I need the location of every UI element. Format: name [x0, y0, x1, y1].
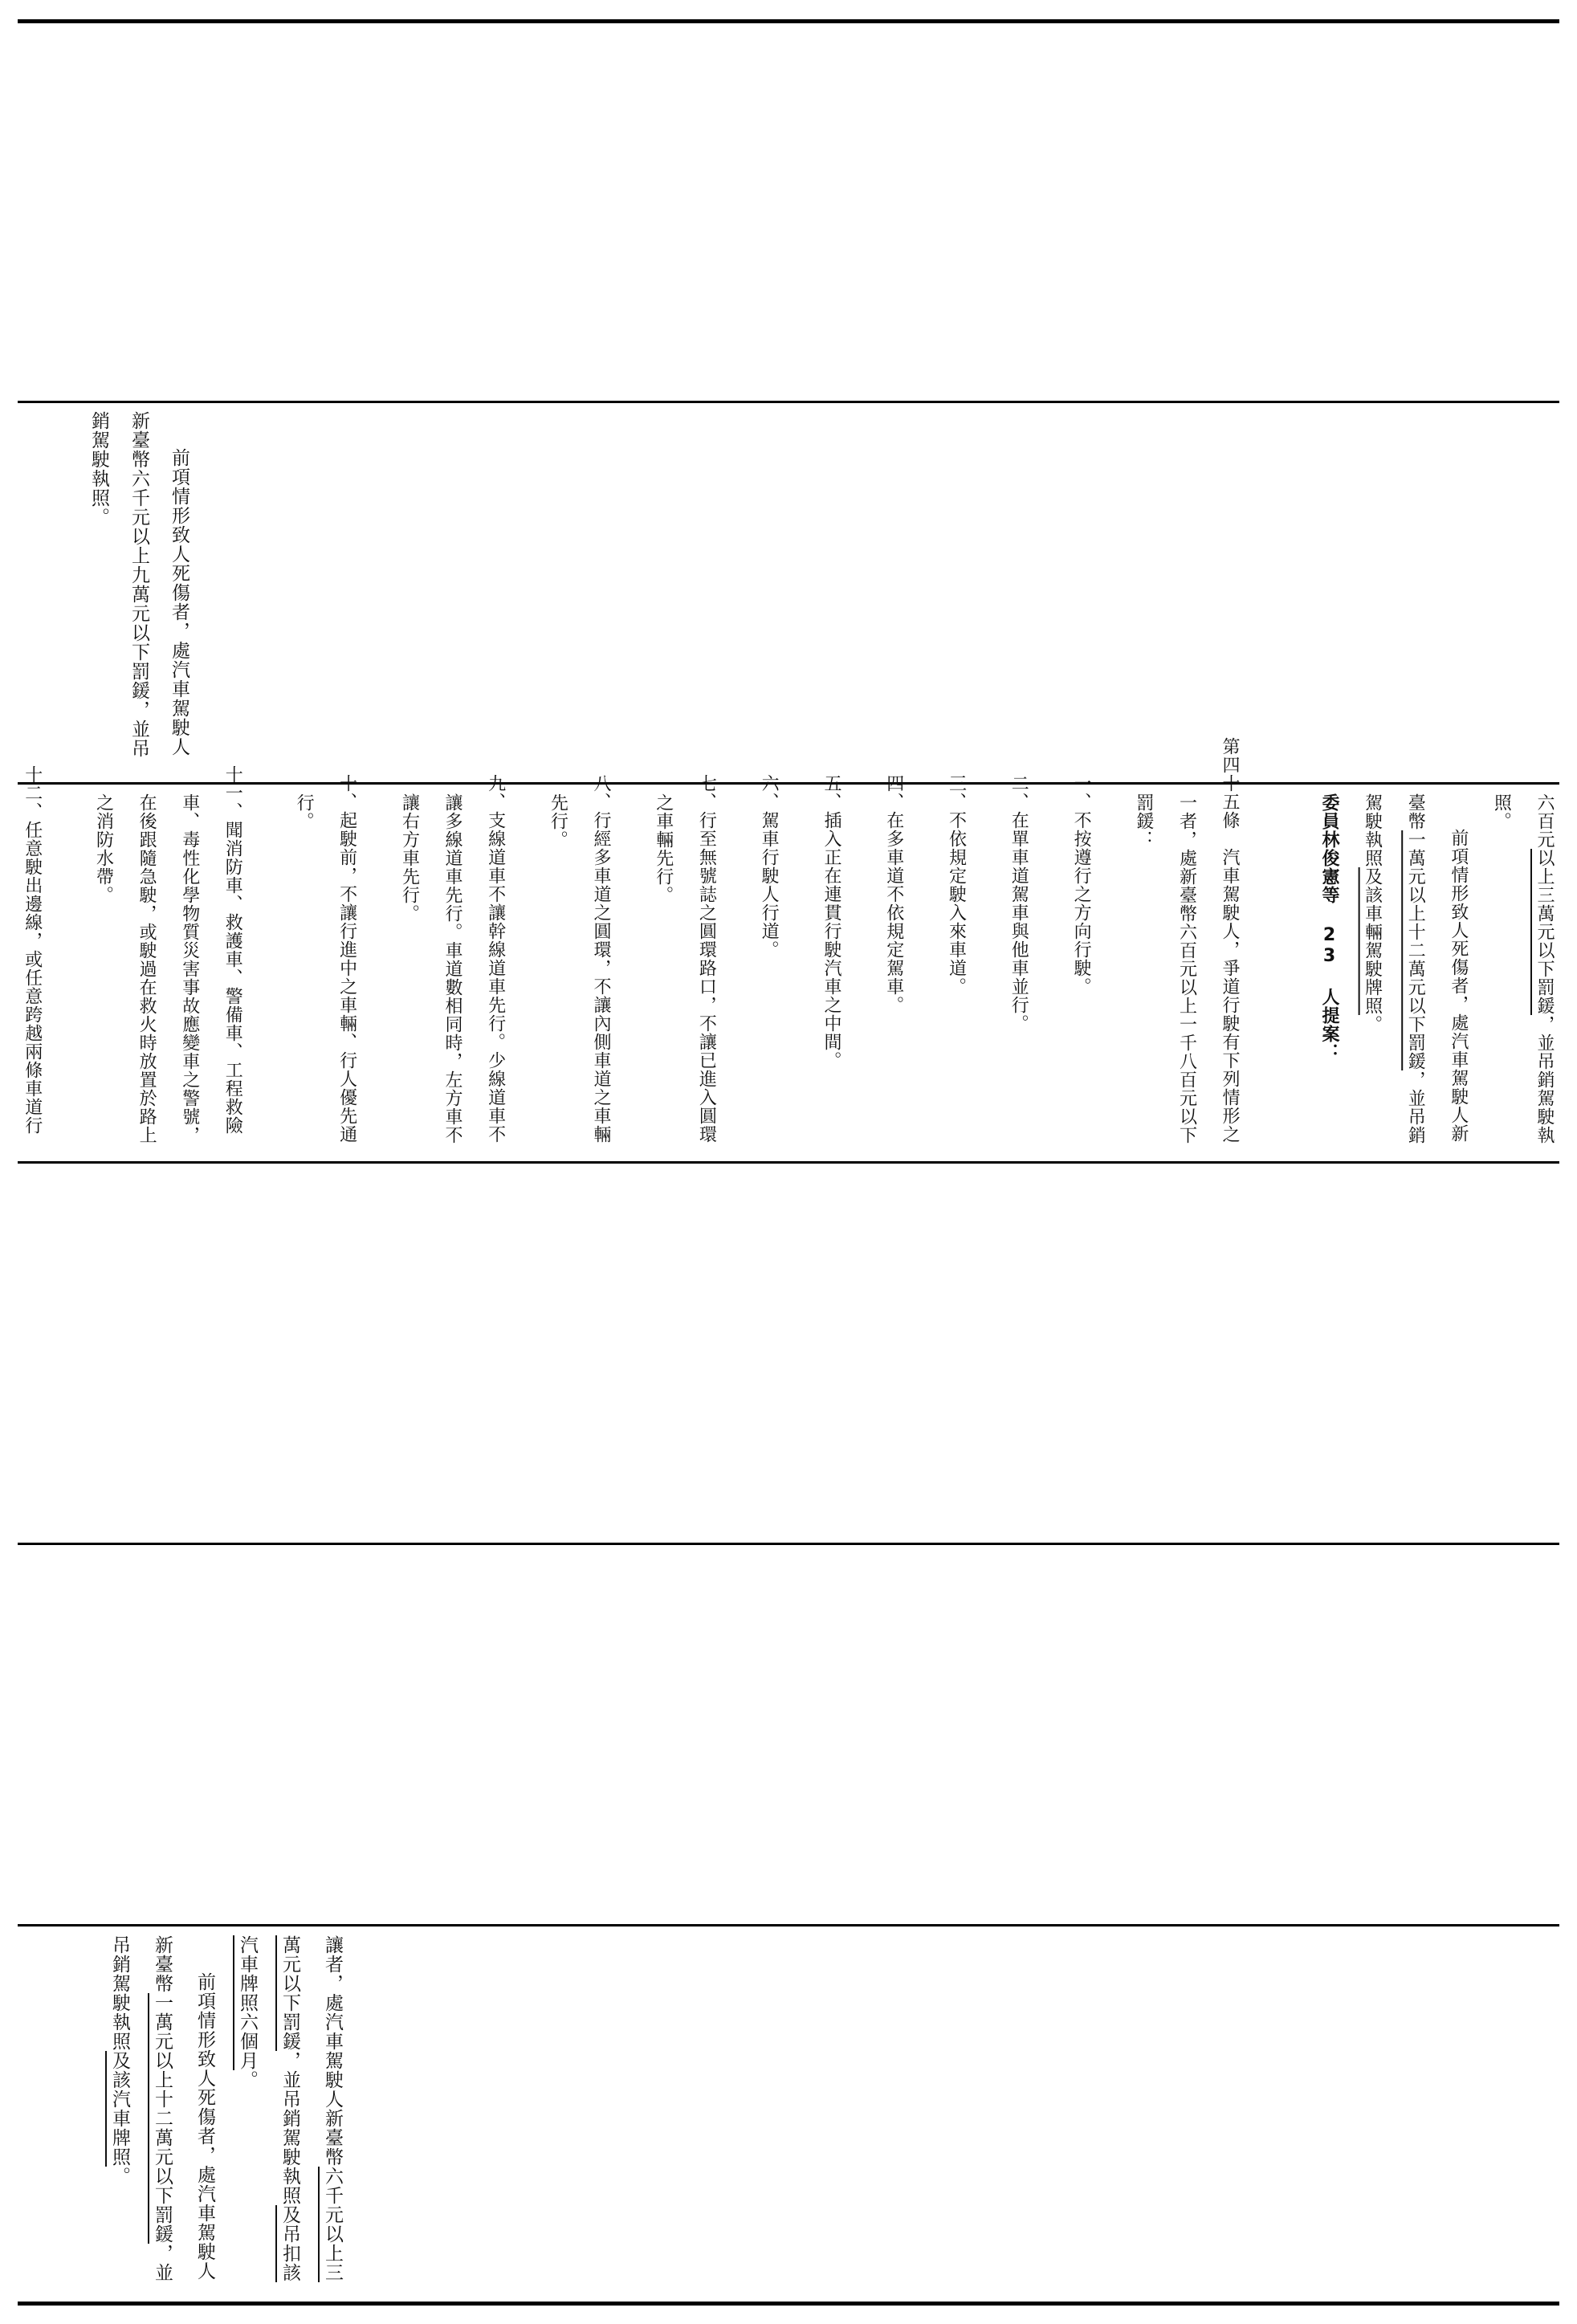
list-item: 五、插入正在連貫行駛汽車之中間。: [821, 773, 841, 1070]
proposal-title: 委員林俊憲等 23 人提案：: [1319, 793, 1340, 1062]
text: ，並吊銷駕駛執照: [279, 2051, 300, 2205]
list-item: 十、起駛前，不讓行進中之車輛、行人優先通行。: [294, 773, 357, 1144]
text: 六百元: [1534, 793, 1555, 849]
row-divider: [18, 1543, 1559, 1545]
underlined-text: 一萬元以上十二萬元以下罰鍰: [152, 1993, 173, 2244]
paragraph: [1480, 793, 1566, 1153]
text: ，並吊銷駕駛執照: [1362, 793, 1426, 1144]
list-item: 四、在多車道不依規定駕車。: [883, 773, 904, 1014]
list-item: 十二、任意駛出邊線，或任意跨越兩條車道行: [22, 764, 43, 1135]
text-line: 前項情形致人死傷者，處汽: [169, 448, 189, 679]
paragraph: [1351, 793, 1480, 1153]
text: 前項情形致人死傷者，處汽車駕駛人新臺幣: [1405, 793, 1469, 1143]
cell-top-right: [39, 411, 199, 773]
list-item: 三、不依規定駛入來車道。: [946, 773, 967, 996]
row-divider: [18, 1161, 1559, 1164]
text: 。: [237, 2070, 258, 2090]
underlined-text: 及吊扣該汽車牌照六個月: [237, 1935, 300, 2282]
text-line: 萬元以下罰鍰，並吊銷駕駛執照: [88, 411, 149, 758]
row-divider: [18, 1924, 1559, 1926]
row-divider: [18, 401, 1559, 403]
text-line: 車駕駛人新臺幣六千元以上九: [128, 411, 189, 756]
table-top-border: [18, 19, 1559, 23]
paragraph: [226, 1935, 353, 2297]
paragraph: [79, 411, 199, 773]
text: 。: [109, 2167, 130, 2186]
underlined-text: 及該車輛駕駛牌照: [1362, 867, 1383, 1015]
text: 前項情形致人死傷者，處汽車駕駛人新臺幣: [152, 1935, 215, 2281]
list-item: 八、行經多車道之圓環，不讓內側車道之車輛先行。: [548, 773, 612, 1144]
underlined-text: 以上三萬元以下罰鍰: [1534, 849, 1555, 1015]
text: ，並吊銷駕駛執照: [109, 1935, 173, 2282]
paragraph: [98, 1935, 226, 2297]
list-item: 九、支線道車不讓幹線道車先行。少線道車不讓多線道車先行。車道數相同時，左方車不讓右方車先行。: [399, 773, 506, 1144]
text: 。: [1362, 1015, 1383, 1034]
text: 讓者，處汽車駕駛人新臺幣: [322, 1935, 343, 2167]
underlined-text: 一萬元以上十二萬元以下罰鍰: [1405, 830, 1426, 1070]
list-item: 十一、聞消防車、救護車、警備車、工程救險車、毒性化學物質災害事故應變車之警號，在後跟隨急駛，或駛過在救火時放置於路上之消防水帶。: [93, 764, 243, 1144]
table-bottom-border: [18, 2302, 1559, 2306]
cell-bottom-left: [32, 1935, 353, 2297]
text-line: 。: [88, 508, 109, 527]
list-item: 七、行至無號誌之圓環路口，不讓已進入圓環之車輛先行。: [653, 773, 717, 1144]
article-heading: 第四十五條 汽車駕駛人，爭道行駛有下列情形之一者，處新臺幣六百元以上一千八百元以下罰鍰：: [1133, 736, 1241, 1144]
list-item: 二、在單車道駕車與他車並行。: [1009, 773, 1029, 1033]
underlined-text: 六千元以上三萬元以下罰鍰: [279, 1935, 343, 2282]
list-item: 一、不按遵行之方向行駛。: [1071, 773, 1092, 996]
underlined-text: 及該汽車牌照: [109, 2051, 130, 2167]
cell-middle: [22, 736, 1566, 1153]
text: ，並吊銷駕駛執照。: [1491, 793, 1555, 1144]
list-item: 六、駕車行駛人行道。: [759, 773, 780, 959]
